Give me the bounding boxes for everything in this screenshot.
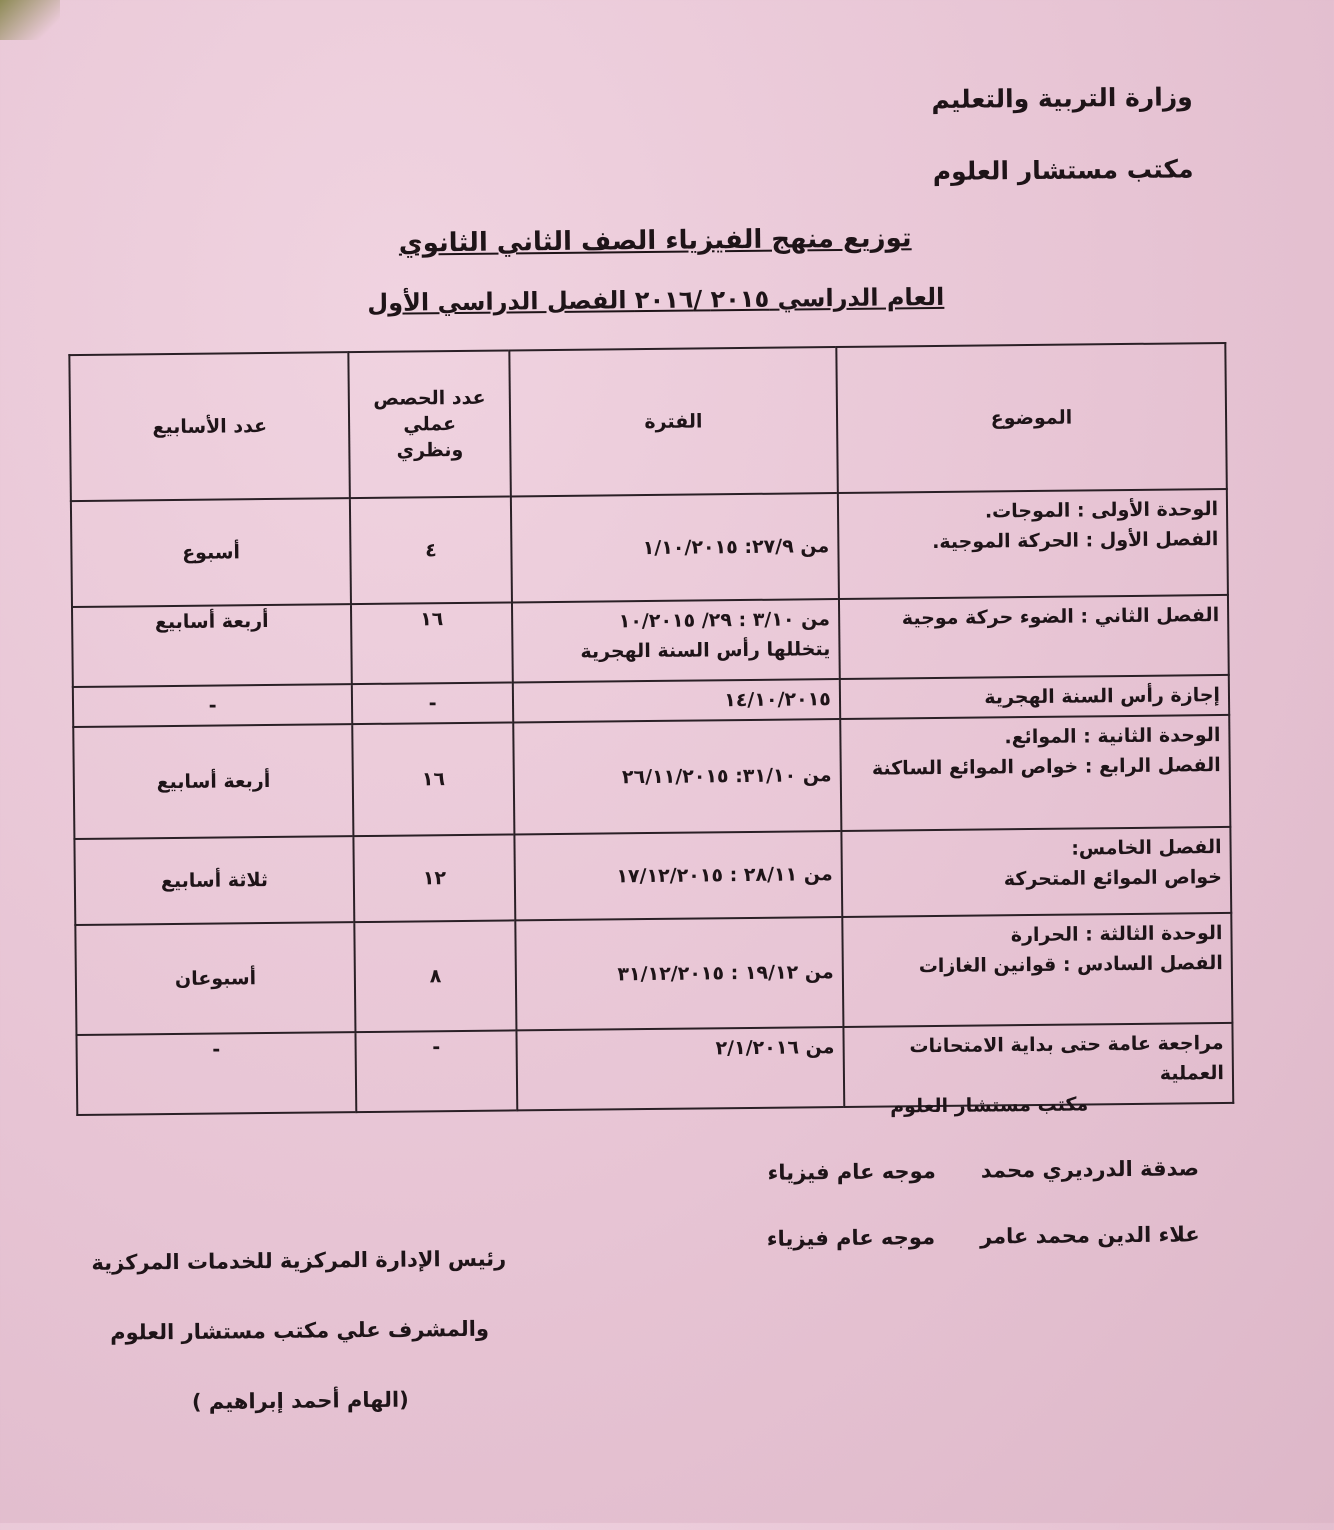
period-line: من ٢٨/١١ : ١٧/١٢/٢٠١٥ xyxy=(616,863,833,888)
signature-title: موجه عام فيزياء xyxy=(766,1225,936,1251)
signature-name: علاء الدين محمد عامر xyxy=(979,1222,1200,1249)
header-count-line: ونظري xyxy=(396,438,464,462)
table-row xyxy=(71,489,1228,607)
signature-office: مكتب مستشار العلوم xyxy=(890,1093,1089,1118)
curriculum-table xyxy=(68,342,1234,1116)
cell-count: ١٢ xyxy=(354,834,516,922)
cell-count: - xyxy=(356,1030,517,1112)
cell-period xyxy=(513,679,840,722)
header-count-line: عملي xyxy=(403,413,457,436)
signature-name: صدقة الدرديري محمد xyxy=(980,1156,1200,1183)
period-line: من ٣١/١٠: ٢٦/١١/٢٠١٥ xyxy=(621,764,832,789)
header-count xyxy=(349,350,511,498)
period-line: ١٤/١٠/٢٠١٥ xyxy=(724,688,831,712)
topic-line: الوحدة الثانية : الموائع. xyxy=(1004,724,1221,749)
topic-line: الفصل الثاني : الضوء حركة موجية xyxy=(901,604,1220,630)
head-name: (الهام أحمد إبراهيم ) xyxy=(191,1387,409,1414)
period-line: من ٢٧/٩: ١/١٠/٢٠١٥ xyxy=(642,535,830,560)
head-title-line: والمشرف علي مكتب مستشار العلوم xyxy=(110,1316,490,1345)
signature-person xyxy=(767,1156,1199,1185)
cell-count: - xyxy=(352,682,513,724)
table-row xyxy=(74,827,1231,925)
topic-line: العملية xyxy=(1159,1062,1225,1085)
signature-title: موجه عام فيزياء xyxy=(767,1159,936,1185)
header-count-line: عدد الحصص xyxy=(373,386,486,410)
header-period: الفترة xyxy=(509,347,837,496)
topic-line: مراجعة عامة حتى بداية الامتحانات xyxy=(909,1032,1224,1058)
document-title: توزيع منهج الفيزياء الصف الثاني الثانوي xyxy=(398,223,912,259)
period-line: من ٣/١٠ : ٢٩/ ١٠/٢٠١٥ xyxy=(618,608,831,633)
cell-period xyxy=(514,831,842,920)
cell-count: ٨ xyxy=(355,920,517,1032)
cell-count: ٤ xyxy=(350,496,512,604)
topic-line: إجازة رأس السنة الهجرية xyxy=(984,684,1221,709)
cell-topic xyxy=(840,675,1230,719)
document-subtitle: العام الدراسي ٢٠١٥ /٢٠١٦ الفصل الدراسي الأول xyxy=(367,282,945,317)
office-name: مكتب مستشار العلوم xyxy=(932,154,1194,187)
topic-line: الوحدة الأولى : الموجات. xyxy=(984,498,1219,523)
topic-line: الوحدة الثالثة : الحرارة xyxy=(1010,922,1223,947)
cell-period xyxy=(511,493,839,602)
topic-line: الفصل الأول : الحركة الموجية. xyxy=(932,528,1219,554)
head-title-line: رئيس الإدارة المركزية للخدمات المركزية xyxy=(91,1246,507,1275)
cell-count: ١٦ xyxy=(353,722,515,836)
topic-line: خواص الموائع المتحركة xyxy=(1003,866,1223,891)
period-line: يتخللها رأس السنة الهجرية xyxy=(580,638,831,663)
cell-topic xyxy=(838,489,1228,599)
table-row xyxy=(72,595,1229,687)
period-line: من ٢/١/٢٠١٦ xyxy=(715,1036,835,1060)
ministry-name: وزارة التربية والتعليم xyxy=(931,82,1193,115)
table-row xyxy=(75,913,1232,1035)
cell-weeks: - xyxy=(76,1032,356,1115)
cell-weeks: أربعة أسابيع xyxy=(73,724,353,839)
cell-period xyxy=(516,1027,844,1110)
table-row xyxy=(73,715,1230,839)
period-line: من ١٩/١٢ : ٣١/١٢/٢٠١٥ xyxy=(617,961,834,986)
topic-line: الفصل الخامس: xyxy=(1071,836,1222,860)
cell-topic xyxy=(840,715,1230,831)
cell-weeks: ثلاثة أسابيع xyxy=(74,836,354,925)
cell-topic xyxy=(841,827,1231,917)
cell-period xyxy=(513,719,841,834)
cell-weeks: - xyxy=(73,684,353,727)
topic-line: الفصل الرابع : خواص الموائع الساكنة xyxy=(871,754,1221,780)
cell-weeks: أسبوعان xyxy=(75,922,355,1035)
topic-line: الفصل السادس : قوانين الغازات xyxy=(918,952,1223,978)
cell-topic xyxy=(842,913,1232,1027)
signature-person xyxy=(767,1222,1200,1251)
cell-weeks: أسبوع xyxy=(71,498,351,607)
cell-count: ١٦ xyxy=(351,602,512,684)
cell-weeks: أربعة أسابيع xyxy=(72,604,352,687)
cell-topic xyxy=(839,595,1229,679)
cell-period xyxy=(515,917,843,1030)
cell-period xyxy=(512,599,840,682)
header-weeks: عدد الأسابيع xyxy=(69,352,350,501)
header-topic: الموضوع xyxy=(836,343,1227,493)
